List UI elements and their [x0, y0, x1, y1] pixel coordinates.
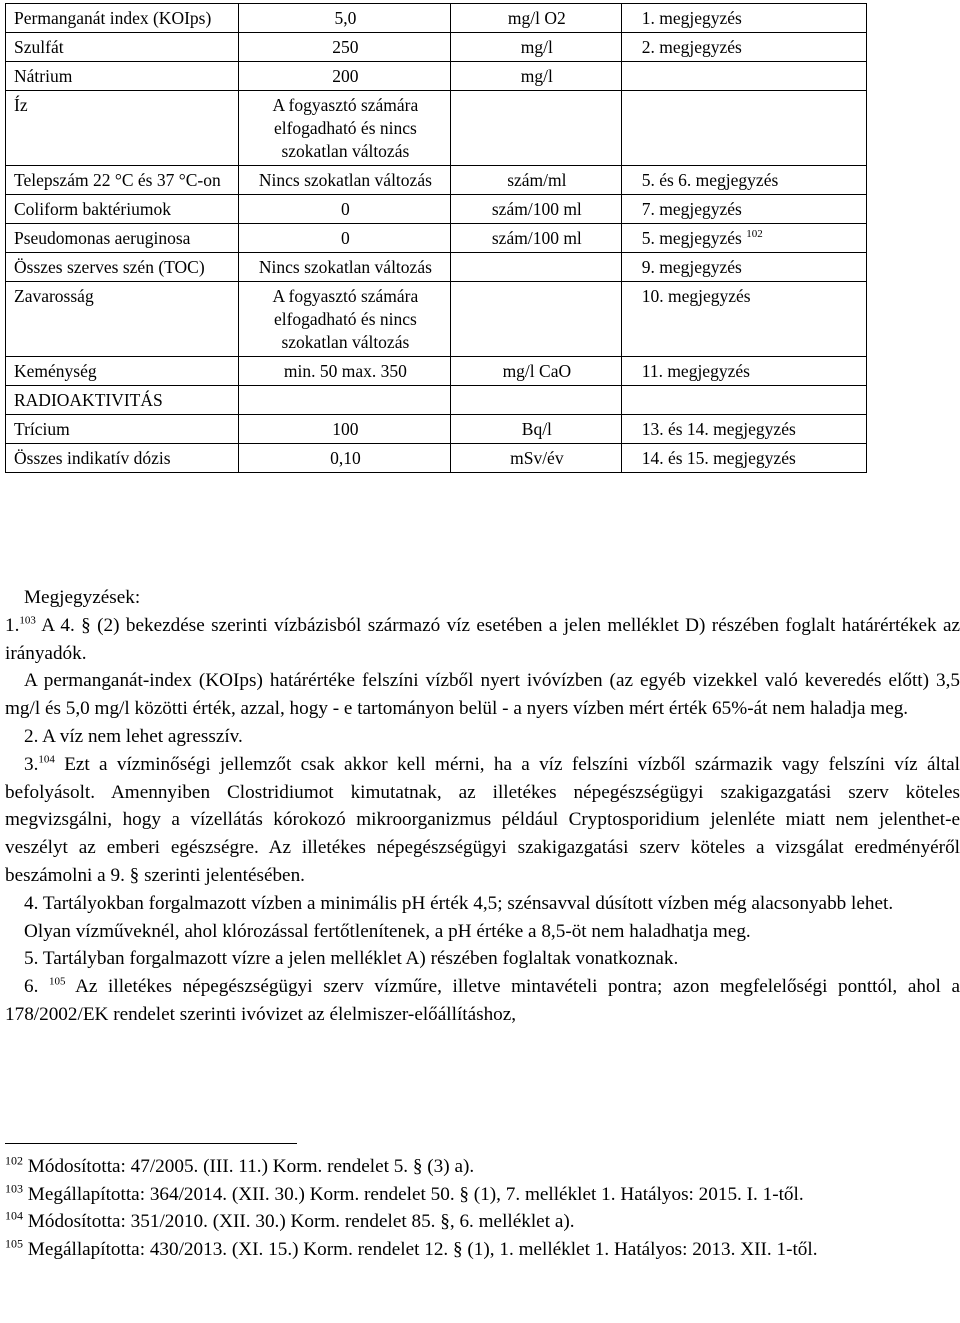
note-1	[5, 612, 960, 668]
table-row	[6, 415, 867, 444]
param-unit	[450, 91, 621, 166]
param-note: 9. megjegyzés	[621, 253, 866, 282]
note-1-continued: A permanganát-index (KOIps) határértéke felszíni vízből nyert ivóvízben (az egyéb vizekkel való keveredés előtt) 3,5 mg/l és 5,0 mg/l közötti érték, azzal, hogy - e tartományon belül - a nyers vízben mért érték 65%-át nem haladja meg.	[5, 670, 960, 720]
footnote-text: Megállapította: 364/2014. (XII. 30.) Korm. rendelet 50. § (1), 7. melléklet 1. Hatályos: 2015. I. 1-től.	[27, 1183, 804, 1205]
param-note: 13. és 14. megjegyzés	[621, 415, 866, 444]
param-name: Összes szerves szén (TOC)	[6, 253, 239, 282]
table-row	[6, 386, 867, 415]
param-note	[621, 62, 866, 91]
footnote-divider	[5, 1143, 297, 1144]
note-number: 6.	[24, 976, 39, 998]
param-value: 0	[238, 195, 450, 224]
param-name: Permanganát index (KOIps)	[6, 4, 239, 33]
note-4-continued: Olyan vízműveknél, ahol klórozással fertőtlenítenek, a pH értéke a 8,5-öt nem haladhatja meg.	[24, 920, 751, 942]
note-text: A 4. § (2) bekezdése szerinti vízbázisból származó víz esetében a jelen melléklet D) részében foglalt határértékek az irányadók.	[5, 614, 960, 664]
param-name: Íz	[6, 91, 239, 166]
param-value: min. 50 max. 350	[238, 357, 450, 386]
param-note	[621, 91, 866, 166]
footnote	[5, 1236, 960, 1264]
param-value: Nincs szokatlan változás	[238, 253, 450, 282]
param-unit: szám/100 ml	[450, 195, 621, 224]
table-row	[6, 253, 867, 282]
param-unit: mg/l CaO	[450, 357, 621, 386]
note-number: 1.	[5, 614, 20, 636]
footnote-ref: 105	[49, 975, 66, 988]
table-row	[6, 224, 867, 253]
note-3	[5, 751, 960, 890]
footnote-number: 105	[5, 1236, 23, 1251]
note-2: 2. A víz nem lehet agresszív.	[24, 725, 243, 747]
table-row	[6, 33, 867, 62]
footnote	[5, 1181, 960, 1209]
footnote	[5, 1208, 960, 1236]
table-row	[6, 282, 867, 357]
note-6	[5, 973, 960, 1029]
table-row	[6, 91, 867, 166]
param-value: 5,0	[238, 4, 450, 33]
param-value: 250	[238, 33, 450, 62]
footnote-number: 103	[5, 1181, 23, 1196]
footnote-ref: 102	[746, 228, 763, 241]
param-name: Trícium	[6, 415, 239, 444]
param-note: 2. megjegyzés	[621, 33, 866, 62]
param-value: A fogyasztó számára elfogadható és nincs szokatlan változás	[238, 91, 450, 166]
param-unit: mg/l	[450, 33, 621, 62]
param-unit: szám/ml	[450, 166, 621, 195]
param-unit: Bq/l	[450, 415, 621, 444]
footnote	[5, 1153, 960, 1181]
param-value: 0,10	[238, 444, 450, 473]
param-unit: mg/l	[450, 62, 621, 91]
param-name: Coliform baktériumok	[6, 195, 239, 224]
note-number: 3.	[24, 753, 39, 775]
param-name: Keménység	[6, 357, 239, 386]
footnote-text: Megállapította: 430/2013. (XI. 15.) Korm. rendelet 12. § (1), 1. melléklet 1. Hatályos: 2013. XII. 1-től.	[27, 1238, 818, 1260]
footnote-number: 104	[5, 1208, 23, 1223]
note-text: Ezt a vízminőségi jellemzőt csak akkor kell mérni, ha a víz felszíni vízből származik vagy felszíni víz által befolyásolt. Amennyiben Clostridiumot kimutatnak, az illetékes népegészségügyi szakigazgatási szerv köteles megvizsgálni, hogy a vízellátás kórokozó mikroorganizmus például Cryptosporidium jelenléte miatt nem jelenthet-e veszélyt az emberi egészségre. Az illetékes népegészségügyi szakigazgatási szerv köteles a vizsgálat eredményéről beszámolni a 9. § szerinti jelentésében.	[5, 753, 960, 886]
parameter-table	[5, 3, 867, 473]
param-note: 1. megjegyzés	[621, 4, 866, 33]
param-unit	[450, 386, 621, 415]
table-row	[6, 4, 867, 33]
param-name: Összes indikatív dózis	[6, 444, 239, 473]
table-row	[6, 195, 867, 224]
param-value: Nincs szokatlan változás	[238, 166, 450, 195]
footnotes-section	[5, 1153, 960, 1263]
note-5: 5. Tartályban forgalmazott vízre a jelen melléklet A) részében foglaltak vonatkoznak.	[24, 948, 679, 970]
param-unit: mSv/év	[450, 444, 621, 473]
param-unit	[450, 282, 621, 357]
param-value: A fogyasztó számára elfogadható és nincs szokatlan változás	[238, 282, 450, 357]
footnote-text: Módosította: 351/2010. (XII. 30.) Korm. rendelet 85. §, 6. melléklet a).	[27, 1211, 575, 1233]
note-text: Az illetékes népegészségügyi szerv vízműre, illetve mintavételi pontra; azon megfelelőségi ponttól, ahol a 178/2002/EK rendelet szerinti ivóvizet az élelmiszer-előállításhoz,	[5, 976, 960, 1025]
param-value	[238, 386, 450, 415]
footnote-ref: 103	[19, 614, 36, 627]
table-row	[6, 357, 867, 386]
param-note: 14. és 15. megjegyzés	[621, 444, 866, 473]
param-name: Pseudomonas aeruginosa	[6, 224, 239, 253]
param-unit: mg/l O2	[450, 4, 621, 33]
note-4: 4. Tartályokban forgalmazott vízben a minimális pH érték 4,5; szénsavval dúsított vízben még alacsonyabb lehet.	[24, 892, 894, 914]
param-note: 11. megjegyzés	[621, 357, 866, 386]
footnote-number: 102	[5, 1153, 23, 1168]
param-value: 0	[238, 224, 450, 253]
table-row	[6, 166, 867, 195]
param-value: 200	[238, 62, 450, 91]
param-value: 100	[238, 415, 450, 444]
table-row	[6, 62, 867, 91]
param-note	[621, 224, 866, 253]
param-name: Szulfát	[6, 33, 239, 62]
param-name: Nátrium	[6, 62, 239, 91]
param-name: Telepszám 22 °C és 37 °C-on	[6, 166, 239, 195]
table-row	[6, 444, 867, 473]
param-note: 7. megjegyzés	[621, 195, 866, 224]
param-name: Zavarosság	[6, 282, 239, 357]
param-note	[621, 386, 866, 415]
footnote-ref: 104	[38, 753, 55, 766]
param-note: 10. megjegyzés	[621, 282, 866, 357]
notes-heading: Megjegyzések:	[24, 587, 141, 608]
param-note-text: 5. megjegyzés	[641, 228, 742, 248]
param-unit: szám/100 ml	[450, 224, 621, 253]
notes-section	[5, 584, 960, 1029]
section-heading-radioactivity: RADIOAKTIVITÁS	[6, 386, 239, 415]
footnote-text: Módosította: 47/2005. (III. 11.) Korm. rendelet 5. § (3) a).	[27, 1156, 475, 1177]
param-note: 5. és 6. megjegyzés	[621, 166, 866, 195]
param-unit	[450, 253, 621, 282]
